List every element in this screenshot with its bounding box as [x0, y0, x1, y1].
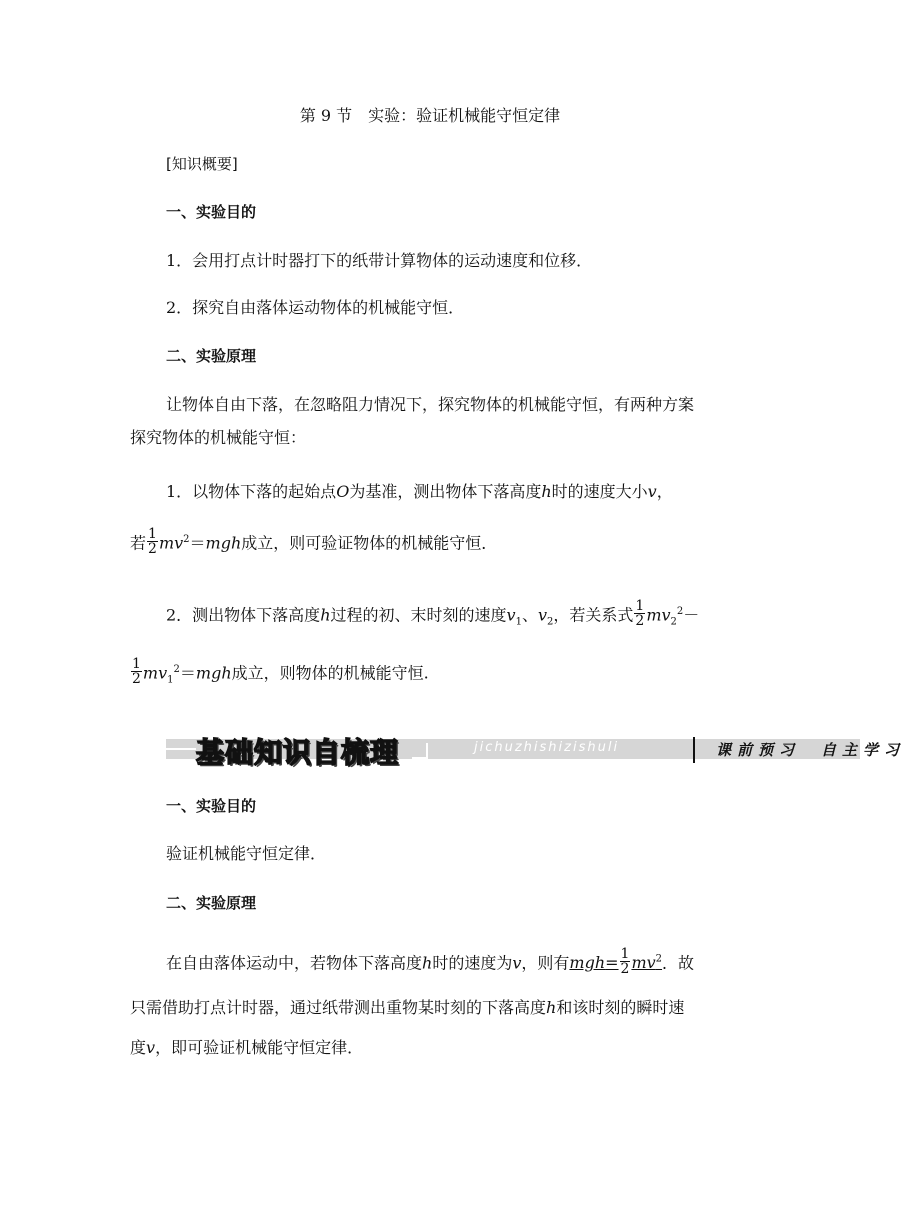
numerator: 1 [635, 598, 645, 615]
subscript: 2 [547, 616, 554, 628]
text: 度 [130, 1038, 147, 1057]
var-mgh: mgh [569, 953, 606, 973]
fraction-half [131, 657, 142, 686]
section-banner [166, 733, 905, 769]
text: 1．以物体下落的起始点 [166, 482, 337, 501]
exponent: 2 [183, 534, 190, 545]
subscript: 1 [167, 674, 174, 686]
var-mv: mv [646, 605, 671, 625]
banner-pinyin: jichuzhishizishuli [474, 740, 620, 755]
text: ，若关系式 [553, 605, 634, 625]
section-heading-principle-2: 二、实验原理 [166, 894, 257, 912]
equals: ＝ [179, 663, 196, 683]
text: 若 [130, 533, 147, 553]
var-v1: v [506, 605, 516, 625]
page-title: 第 9 节 实验：验证机械能守恒定律 [299, 106, 561, 125]
purpose-item-1: 1．会用打点计时器打下的纸带计算物体的运动速度和位移． [166, 251, 593, 270]
method-2-line-1 [166, 600, 738, 635]
fraction-half [620, 947, 631, 976]
section-heading-principle: 二、实验原理 [166, 347, 257, 365]
principle-paragraph-line-2: 探究物体的机械能守恒： [130, 428, 307, 447]
text: ．故 [662, 953, 695, 973]
numerator: 1 [620, 946, 630, 963]
method-1-line-2 [130, 528, 738, 558]
banner-divider [693, 737, 695, 763]
exponent: 2 [655, 954, 663, 965]
equals: ＝ [189, 533, 206, 553]
text: 在自由落体运动中，若物体下落高度 [166, 953, 423, 973]
energy-equation [569, 946, 663, 978]
principle-2-line-2 [130, 996, 738, 1020]
var-h: h [422, 953, 433, 973]
var-v: v [647, 482, 657, 501]
var-h: h [320, 605, 331, 625]
var-mgh: mgh [195, 663, 232, 683]
subscript: 2 [670, 616, 677, 628]
var-mv: mv [142, 663, 168, 683]
denominator: 2 [635, 613, 645, 630]
text: 为基准，测出物体下落高度 [349, 482, 542, 501]
var-mv: mv [158, 533, 184, 553]
text: 过程的初、末时刻的速度 [330, 605, 507, 625]
banner-tag: 课前预习 自主学习 [716, 741, 905, 759]
subscript: 1 [515, 616, 522, 628]
text: 成立，则物体的机械能守恒. [231, 663, 429, 683]
text: 时的速度为 [432, 953, 513, 973]
denominator: 2 [132, 671, 141, 688]
text: ，则有 [521, 953, 570, 973]
text: 时的速度大小 [551, 482, 648, 501]
minus: － [683, 605, 700, 625]
section-heading-purpose-2: 一、实验目的 [166, 797, 257, 815]
banner-title: 基础知识自梳理 [196, 736, 400, 769]
numerator: 1 [148, 526, 157, 543]
principle-2-line-3 [130, 1036, 738, 1060]
overview-label: [知识概要] [166, 155, 238, 173]
method-2-line-2 [130, 658, 738, 693]
var-mv: mv [631, 953, 656, 973]
purpose-item-2: 2．探究自由落体运动物体的机械能守恒． [166, 298, 465, 317]
banner-hook-icon [412, 743, 428, 759]
principle-2-line-1 [166, 948, 738, 978]
text: 成立，则可验证物体的机械能守恒． [241, 533, 498, 553]
denominator: 2 [148, 541, 157, 558]
text: ， [656, 482, 673, 501]
section-heading-purpose: 一、实验目的 [166, 203, 257, 221]
text: 和该时刻的瞬时速 [556, 998, 685, 1017]
text: 2．测出物体下落高度 [166, 605, 321, 625]
fraction-half [147, 527, 158, 556]
var-h: h [546, 998, 557, 1017]
text: 只需借助打点计时器，通过纸带测出重物某时刻的下落高度 [130, 998, 547, 1017]
var-v: v [512, 953, 522, 973]
var-v: v [146, 1038, 156, 1057]
banner-line [166, 748, 196, 750]
principle-paragraph-line-1: 让物体自由下落，在忽略阻力情况下，探究物体的机械能守恒，有两种方案 [166, 395, 695, 414]
exponent: 2 [173, 664, 180, 675]
var-O: O [336, 482, 350, 501]
equals: = [605, 953, 619, 973]
purpose-text-2: 验证机械能守恒定律． [166, 844, 327, 863]
method-1-line-1 [166, 480, 738, 504]
text: 、 [521, 605, 538, 625]
fraction-half [634, 599, 645, 628]
var-h: h [541, 482, 552, 501]
numerator: 1 [132, 656, 141, 673]
exponent: 2 [676, 606, 684, 617]
text: ，即可验证机械能守恒定律． [155, 1038, 364, 1057]
var-v2: v [537, 605, 547, 625]
var-mgh: mgh [205, 533, 242, 553]
denominator: 2 [620, 961, 630, 978]
